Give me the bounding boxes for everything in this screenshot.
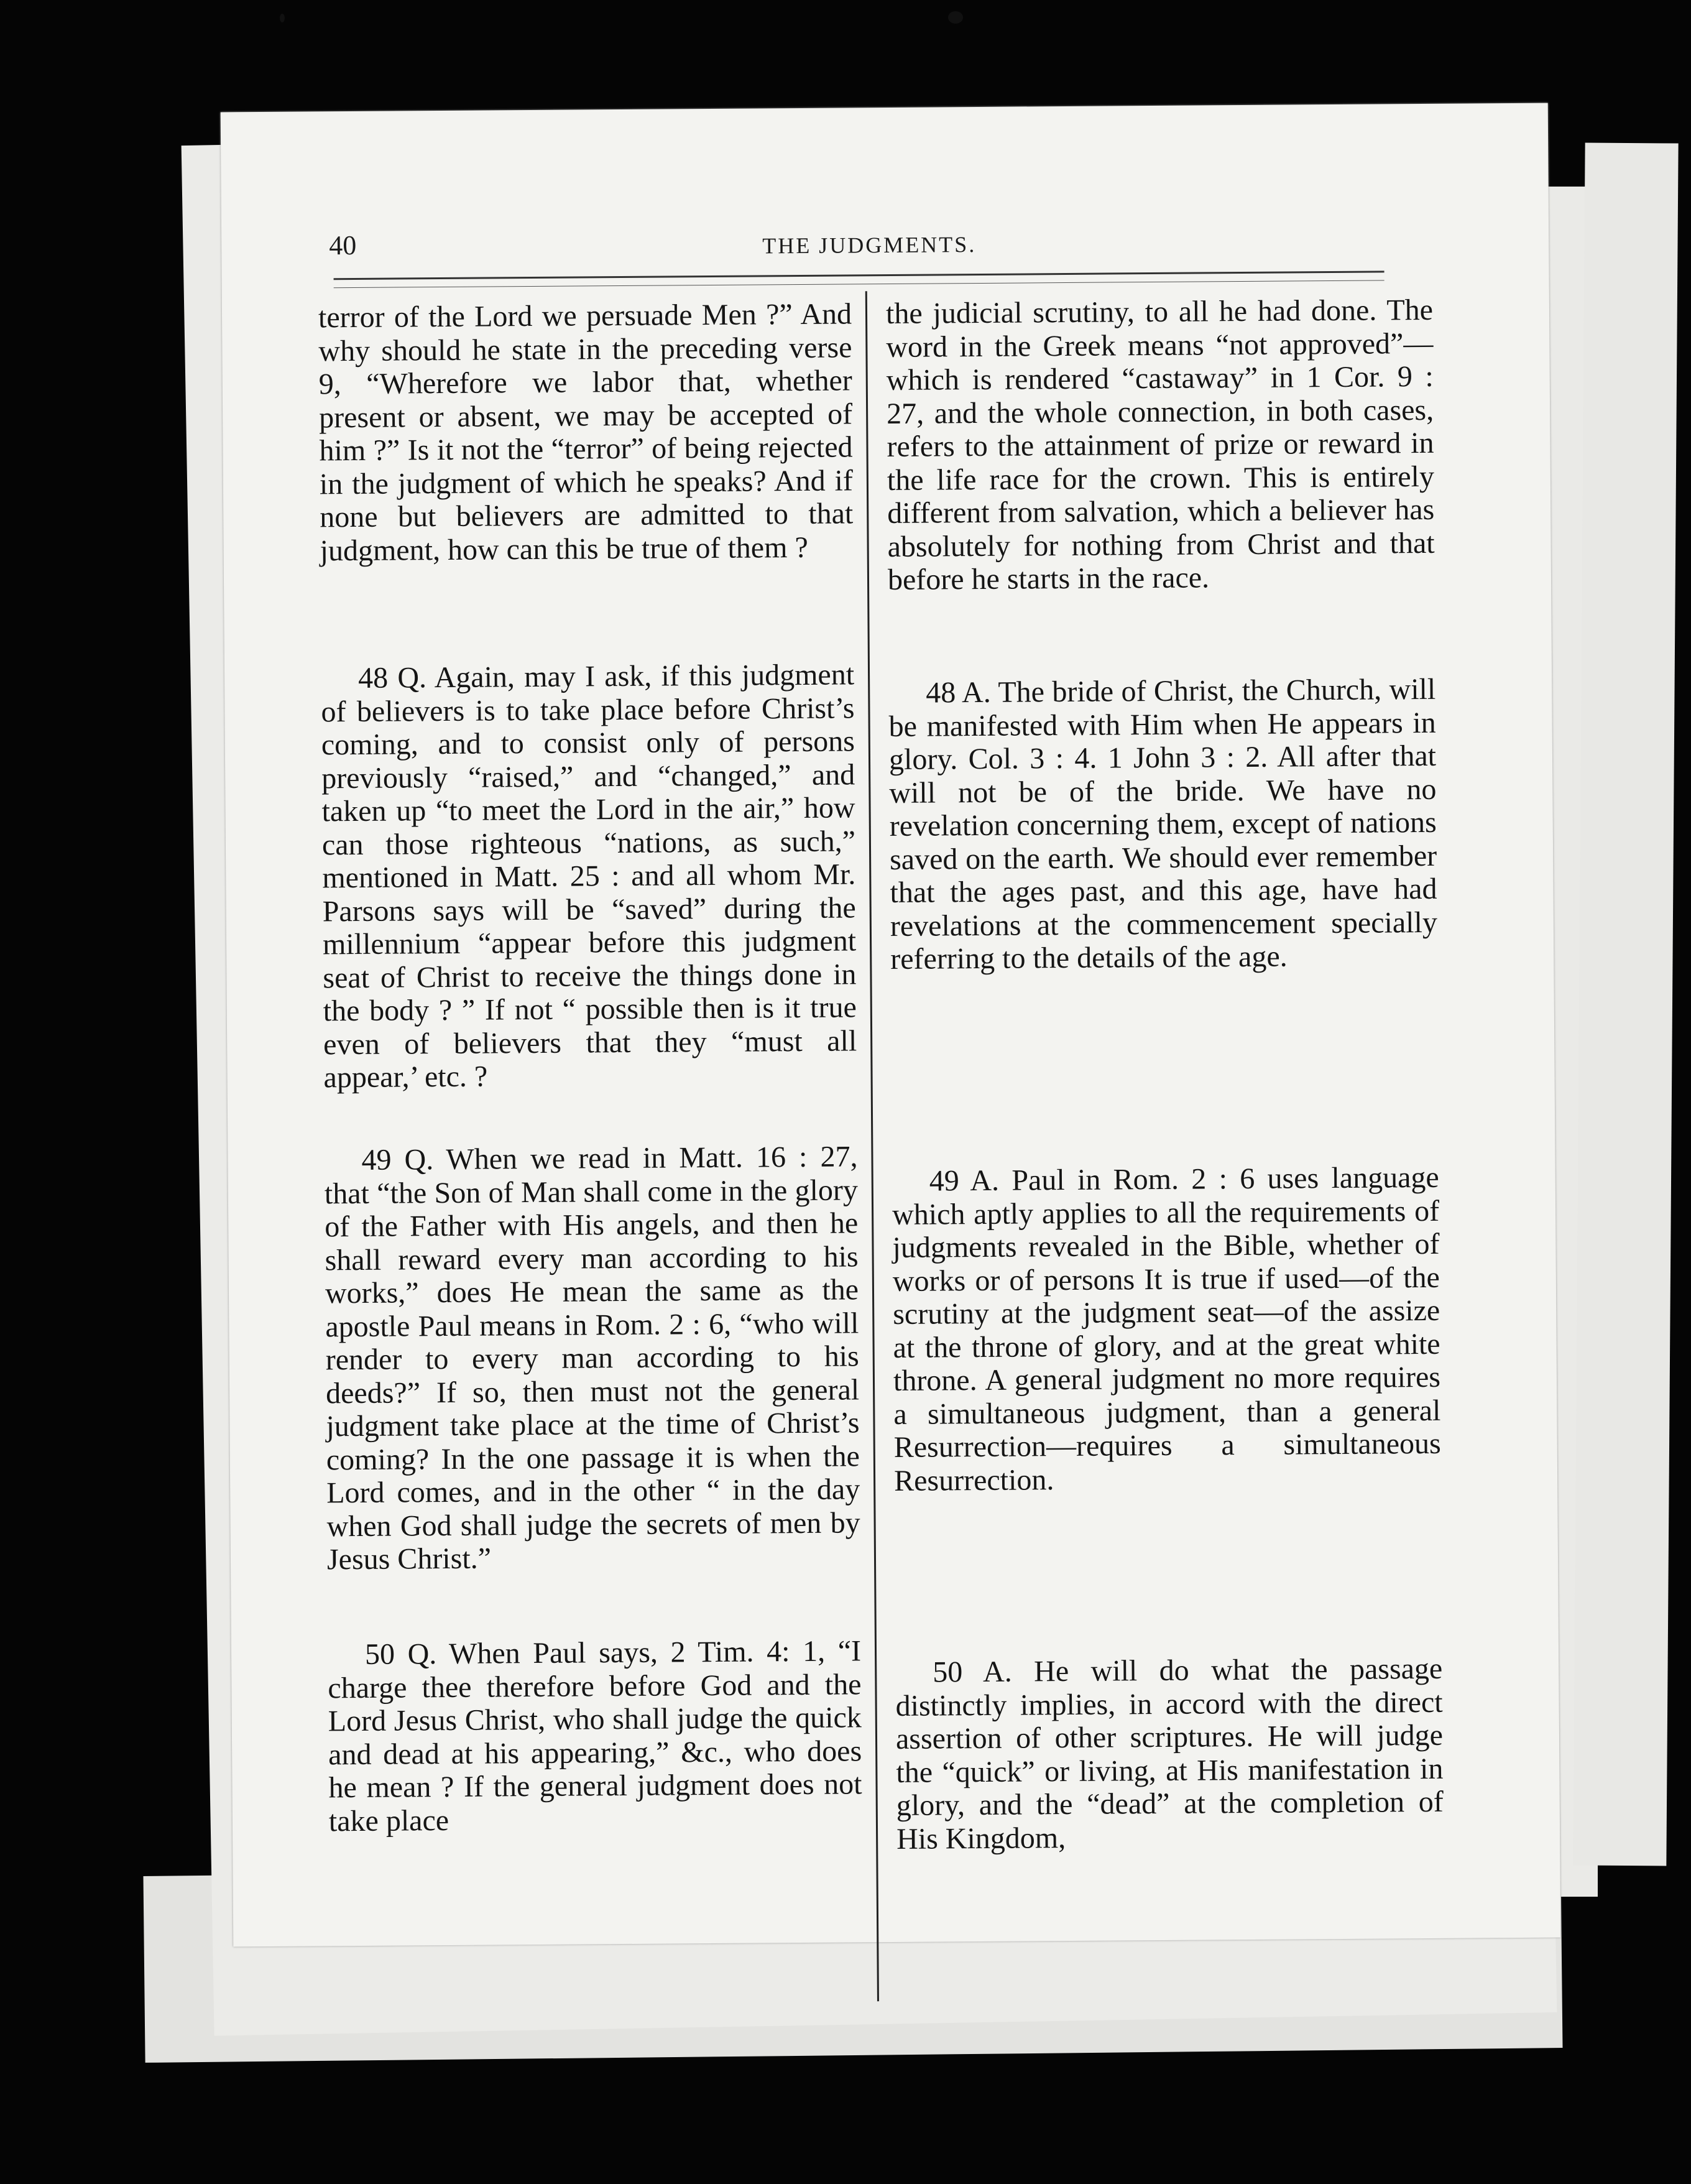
scan-speck <box>948 11 963 24</box>
question-48: 48 Q. Again, may I ask, if this judgment of believers is to take place before Christ’s coming, and to consist only of persons previously “raised,” and “changed,” and taken up “to meet the Lord in the air,” how can those righteous “nations, as such,” mentioned in Matt. 25 : and all whom Mr. Parsons says will be “saved” during the millennium “appear before this judgment seat of Christ to receive the things done in the body ? ” If not “ possible then is it true even of believers that they “must all appear,’ etc. ? <box>321 658 857 1094</box>
column-divider <box>865 291 879 2001</box>
scan-speck <box>280 14 285 22</box>
answer-50: 50 A. He will do what the passage distinctly implies, in accord with the direct assertion of other scriptures. He will judge the “quick” or living, at His manifestation in glory, and the “dead” at the completion of His Kingdom, <box>895 1652 1444 1856</box>
running-head: THE JUDGMENTS. <box>762 232 977 259</box>
answer-49: 49 A. Paul in Rom. 2 : 6 uses language which aptly applies to all the requirements of judgments revealed in the Bible, whether of works or of persons It is true if used—of the scrutiny at the judgment seat—of the assize at the throne of glory, and at the great white throne. A general judgment no more requires a simultaneous judgment, than a general Resurrection—requires a simultaneous Resurrection. <box>892 1160 1441 1497</box>
right-column <box>885 104 1444 1856</box>
question-50: 50 Q. When Paul says, 2 Tim. 4: 1, “I charge thee therefore before God and the Lord Jesus Christ, who shall judge the quick and dead at his appearing,” &c., who does he mean ? If the general judgment does not take place <box>328 1634 862 1838</box>
answer-48: 48 A. The bride of Christ, the Church, will be manifested with Him when He appears in glory. Col. 3 : 4. 1 John 3 : 2. All after that will not be of the bride. We have no revelation concerning them, except of nations saved on the earth. We should ever remember that the ages past, and this age, have had revelations at the commencement specially referring to the details of the age. <box>888 672 1438 976</box>
question-49: 49 Q. When we read in Matt. 16 : 27, that “the Son of Man shall come in the glory of the Father with His angels, and then he shall reward every man according to his works,” does He mean the same as the apostle Paul means in Rom. 2 : 6, “who will render to every man according to his deeds?” If so, then must not the general judgment take place at the time of Christ’s coming? In the one passage it is when the Lord comes, and in the other “ in the day when God shall judge the secrets of men by Jesus Christ.” <box>324 1140 860 1576</box>
question-continuation: terror of the Lord we persuade Men ?” And why should he state in the preceding verse 9, “Wherefore we labor that, whether present or absent, we may be accepted of him ?” Is it not the “terror” of being rejected in the judgment of which he speaks? And if none but believers are admitted to that judgment, how can this be true of them ? <box>318 297 854 567</box>
book-page <box>221 103 1561 1947</box>
header-rule-thin <box>334 280 1385 288</box>
page-header <box>221 221 1549 274</box>
page-number: 40 <box>329 229 357 261</box>
header-rule <box>334 271 1385 280</box>
answer-continuation: the judicial scrutiny, to all he had done. The word in the Greek means “not approved”—which is rendered “castaway” in 1 Cor. 9 : 27, and the whole connection, in both cases, refers to the attainment of prize or reward in the life race for the crown. This is entirely different from salvation, which a believer has absolutely for nothing from Christ and that before he starts in the race. <box>885 293 1435 597</box>
underlying-sheet-edge <box>1573 143 1678 1866</box>
